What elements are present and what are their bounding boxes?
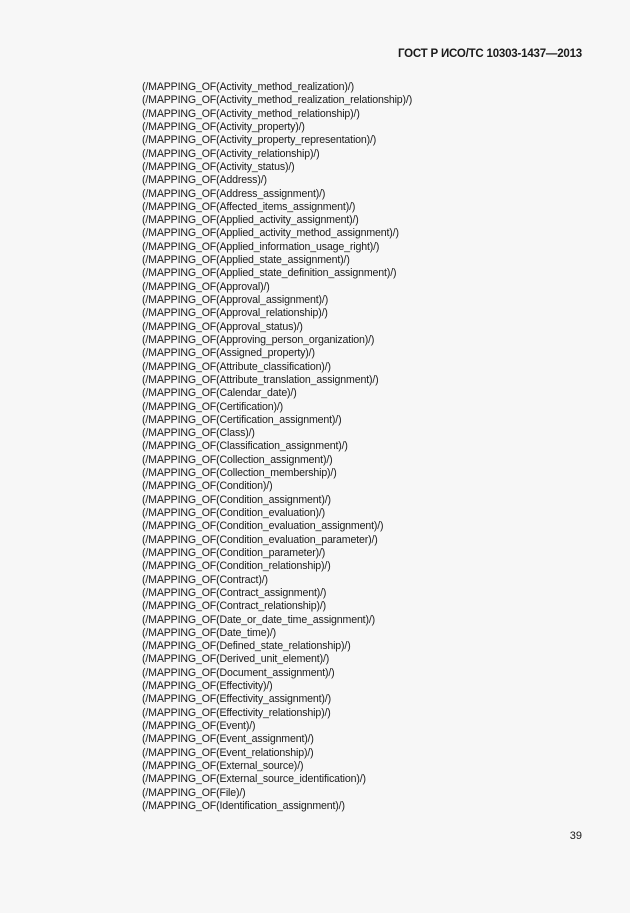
mapping-line: (/MAPPING_OF(Collection_membership)/) (142, 467, 337, 480)
mapping-line: (/MAPPING_OF(Effectivity)/) (142, 680, 273, 693)
mapping-line: (/MAPPING_OF(Applied_activity_method_assignment)/) (142, 227, 399, 240)
mapping-line: (/MAPPING_OF(Classification_assignment)/) (142, 440, 348, 453)
mapping-line: (/MAPPING_OF(Activity_property)/) (142, 120, 305, 133)
mapping-line: (/MAPPING_OF(Date_or_date_time_assignment)/) (142, 613, 376, 626)
mapping-line: (/MAPPING_OF(Applied_activity_assignment)/) (142, 214, 359, 227)
mapping-line: (/MAPPING_OF(Condition_assignment)/) (142, 493, 331, 506)
mapping-line: (/MAPPING_OF(Collection_assignment)/) (142, 453, 333, 466)
mapping-line: (/MAPPING_OF(External_source_identification)/) (142, 773, 366, 786)
mapping-line: (/MAPPING_OF(Address)/) (142, 174, 267, 187)
mapping-line: (/MAPPING_OF(Defined_state_relationship)/) (142, 640, 351, 653)
mapping-line: (/MAPPING_OF(Applied_information_usage_right)/) (142, 240, 380, 253)
mapping-line: (/MAPPING_OF(Condition)/) (142, 480, 273, 493)
page-number: 39 (569, 830, 582, 842)
mapping-line: (/MAPPING_OF(Identification_assignment)/) (142, 799, 345, 812)
mapping-line: (/MAPPING_OF(Calendar_date)/) (142, 387, 297, 400)
mapping-line: (/MAPPING_OF(Attribute_classification)/) (142, 360, 331, 373)
mapping-line: (/MAPPING_OF(Approving_person_organization)/) (142, 333, 375, 346)
mapping-line: (/MAPPING_OF(External_source)/) (142, 759, 304, 772)
mapping-line: (/MAPPING_OF(Activity_method_realization_relationship)/) (142, 94, 413, 107)
mapping-line: (/MAPPING_OF(Event)/) (142, 720, 256, 732)
mapping-line: (/MAPPING_OF(Activity_status)/) (142, 160, 295, 173)
document-header: ГОСТ Р ИСО/ТС 10303-1437—2013 (397, 48, 582, 60)
mapping-line: (/MAPPING_OF(Condition_relationship)/) (142, 560, 331, 573)
mapping-line: (/MAPPING_OF(Condition_parameter)/) (142, 546, 326, 559)
mapping-line: (/MAPPING_OF(File)/) (142, 786, 246, 799)
mapping-line: (/MAPPING_OF(Document_assignment)/) (142, 666, 335, 679)
mapping-line: (/MAPPING_OF(Certification)/) (142, 400, 284, 413)
mapping-line: (/MAPPING_OF(Derived_unit_element)/) (142, 653, 330, 666)
mapping-line: (/MAPPING_OF(Activity_relationship)/) (142, 147, 320, 160)
mapping-line: (/MAPPING_OF(Certification_assignment)/) (142, 413, 342, 426)
mapping-line: (/MAPPING_OF(Activity_property_representation)/) (142, 134, 377, 147)
mapping-line: (/MAPPING_OF(Effectivity_assignment)/) (142, 693, 331, 706)
mapping-line: (/MAPPING_OF(Applied_state_definition_assignment)/) (142, 267, 397, 280)
mapping-line: (/MAPPING_OF(Applied_state_assignment)/) (142, 254, 350, 267)
mapping-line: (/MAPPING_OF(Contract)/) (142, 573, 268, 586)
mapping-line: (/MAPPING_OF(Activity_method_relationship)/) (142, 107, 360, 120)
mapping-line: (/MAPPING_OF(Condition_evaluation_assignment)/) (142, 520, 384, 533)
mapping-line: (/MAPPING_OF(Assigned_property)/) (142, 347, 315, 360)
mapping-line: (/MAPPING_OF(Class)/) (142, 427, 255, 440)
mapping-line: (/MAPPING_OF(Event_assignment)/) (142, 733, 314, 746)
mapping-line: (/MAPPING_OF(Event_relationship)/) (142, 746, 314, 759)
mapping-line: (/MAPPING_OF(Approval)/) (142, 280, 270, 293)
mapping-line: (/MAPPING_OF(Condition_evaluation_parameter)/) (142, 533, 378, 546)
mapping-line: (/MAPPING_OF(Contract_relationship)/) (142, 600, 327, 613)
mapping-list (142, 81, 412, 813)
mapping-line: (/MAPPING_OF(Address_assignment)/) (142, 187, 326, 200)
mapping-line: (/MAPPING_OF(Approval_assignment)/) (142, 294, 329, 306)
mapping-line: (/MAPPING_OF(Approval_status)/) (142, 320, 303, 333)
mapping-line: (/MAPPING_OF(Approval_relationship)/) (142, 307, 328, 320)
mapping-line: (/MAPPING_OF(Attribute_translation_assignment)/) (142, 373, 379, 386)
mapping-line: (/MAPPING_OF(Condition_evaluation)/) (142, 507, 326, 519)
mapping-line: (/MAPPING_OF(Activity_method_realization)/) (142, 81, 354, 93)
mapping-line: (/MAPPING_OF(Affected_items_assignment)/) (142, 200, 356, 213)
mapping-line: (/MAPPING_OF(Date_time)/) (142, 626, 276, 639)
mapping-line: (/MAPPING_OF(Effectivity_relationship)/) (142, 706, 331, 719)
mapping-line: (/MAPPING_OF(Contract_assignment)/) (142, 586, 327, 599)
